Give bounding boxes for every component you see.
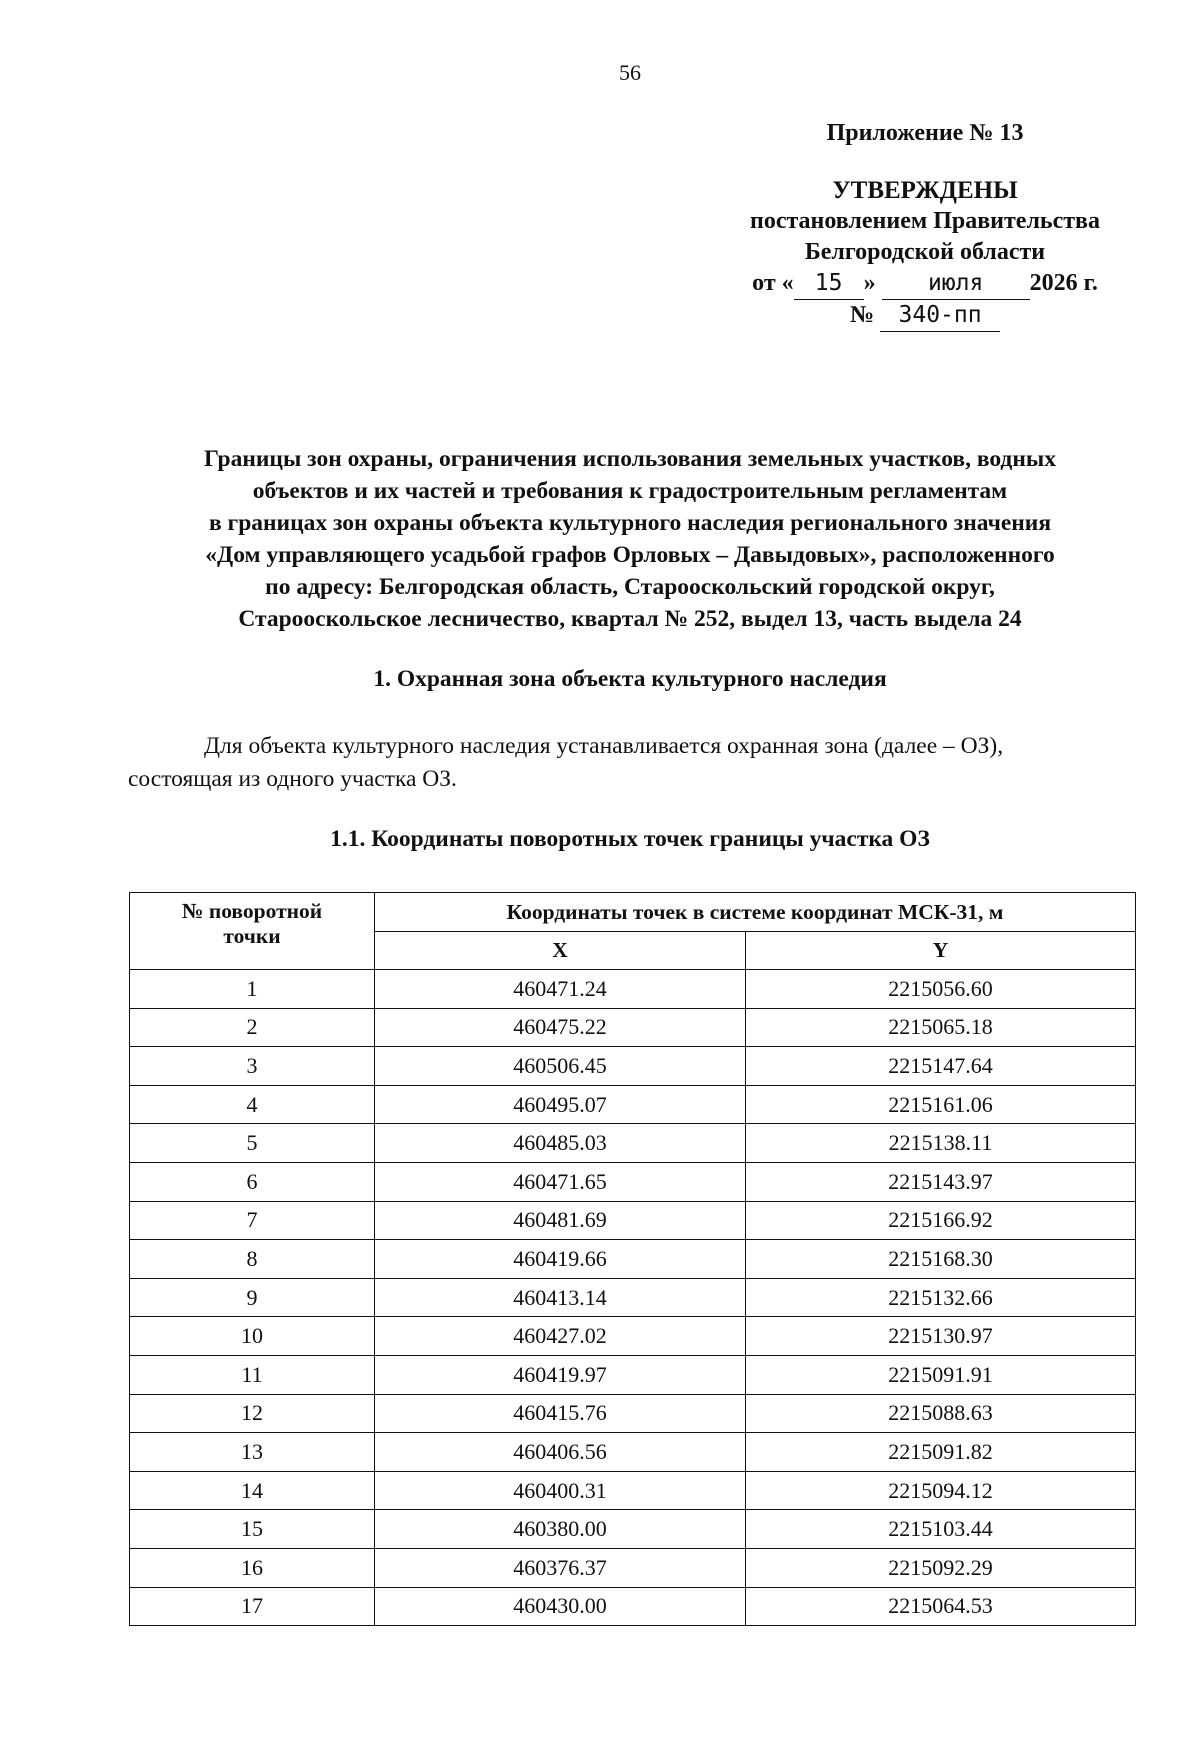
appendix-block — [690, 118, 1160, 332]
x-coordinate-cell: 460471.24 — [375, 970, 746, 1009]
header-x: X — [375, 932, 746, 970]
table-row — [130, 1278, 1136, 1317]
section-heading: 1. Охранная зона объекта культурного наследия — [373, 666, 887, 692]
decree-line-1: постановлением Правительства — [749, 208, 1100, 234]
x-coordinate-cell: 460415.76 — [375, 1394, 746, 1433]
table-row — [130, 1124, 1136, 1163]
date-month: июля — [882, 268, 1030, 300]
point-number-cell: 17 — [130, 1587, 375, 1626]
date-prefix: от « — [752, 270, 794, 296]
y-coordinate-cell: 2215132.66 — [746, 1278, 1136, 1317]
point-number-cell: 14 — [130, 1471, 375, 1510]
table-row — [130, 1047, 1136, 1086]
y-coordinate-cell: 2215094.12 — [746, 1471, 1136, 1510]
y-coordinate-cell: 2215103.44 — [746, 1510, 1136, 1549]
point-number-cell: 4 — [130, 1085, 375, 1124]
x-coordinate-cell: 460380.00 — [375, 1510, 746, 1549]
y-coordinate-cell: 2215143.97 — [746, 1162, 1136, 1201]
x-coordinate-cell: 460376.37 — [375, 1548, 746, 1587]
table-row — [130, 1587, 1136, 1626]
x-coordinate-cell: 460427.02 — [375, 1317, 746, 1356]
table-row — [130, 1433, 1136, 1472]
title-line: в границах зон охраны объекта культурного наследия регионального значения — [208, 510, 1052, 536]
appendix-title: Приложение № 13 — [826, 120, 1024, 146]
x-coordinate-cell: 460495.07 — [375, 1085, 746, 1124]
point-number-cell: 13 — [130, 1433, 375, 1472]
table-row — [130, 1394, 1136, 1433]
table-header-row — [130, 893, 1136, 932]
x-coordinate-cell: 460475.22 — [375, 1008, 746, 1047]
x-coordinate-cell: 460485.03 — [375, 1124, 746, 1163]
date-day: 15 — [794, 268, 864, 300]
number-prefix: № — [849, 302, 875, 328]
x-coordinate-cell: 460481.69 — [375, 1201, 746, 1240]
page-number: 56 — [619, 60, 641, 85]
table-body — [130, 970, 1136, 1626]
x-coordinate-cell: 460406.56 — [375, 1433, 746, 1472]
paragraph-line: состоящая из одного участка ОЗ. — [128, 766, 457, 792]
point-number-cell: 6 — [130, 1162, 375, 1201]
coordinates-table — [129, 892, 1136, 1626]
title-line: Старооскольское лесничество, квартал № 252, выдел 13, часть выдела 24 — [238, 606, 1022, 632]
y-coordinate-cell: 2215161.06 — [746, 1085, 1136, 1124]
y-coordinate-cell: 2215147.64 — [746, 1047, 1136, 1086]
y-coordinate-cell: 2215064.53 — [746, 1587, 1136, 1626]
header-coordinate-system: Координаты точек в системе координат МСК-31, м — [375, 893, 1136, 932]
section-paragraph — [128, 730, 1138, 796]
point-number-cell: 12 — [130, 1394, 375, 1433]
y-coordinate-cell: 2215092.29 — [746, 1548, 1136, 1587]
x-coordinate-cell: 460419.66 — [375, 1240, 746, 1279]
x-coordinate-cell: 460400.31 — [375, 1471, 746, 1510]
y-coordinate-cell: 2215168.30 — [746, 1240, 1136, 1279]
decree-number — [690, 300, 1160, 332]
point-number-cell: 2 — [130, 1008, 375, 1047]
paragraph-line: Для объекта культурного наследия устанавливается охранная зона (далее – ОЗ), — [204, 733, 1004, 759]
y-coordinate-cell: 2215130.97 — [746, 1317, 1136, 1356]
subsection-heading: 1.1. Координаты поворотных точек границы участка ОЗ — [330, 826, 930, 852]
table-row — [130, 1201, 1136, 1240]
point-number-cell: 8 — [130, 1240, 375, 1279]
table-row — [130, 1317, 1136, 1356]
x-coordinate-cell: 460413.14 — [375, 1278, 746, 1317]
x-coordinate-cell: 460471.65 — [375, 1162, 746, 1201]
point-number-cell: 9 — [130, 1278, 375, 1317]
y-coordinate-cell: 2215091.82 — [746, 1433, 1136, 1472]
decree-date — [690, 268, 1160, 300]
header-y: Y — [746, 932, 1136, 970]
table-row — [130, 1240, 1136, 1279]
point-number-cell: 15 — [130, 1510, 375, 1549]
y-coordinate-cell: 2215138.11 — [746, 1124, 1136, 1163]
point-number-cell: 10 — [130, 1317, 375, 1356]
x-coordinate-cell: 460506.45 — [375, 1047, 746, 1086]
header-point-line2: точки — [223, 924, 281, 948]
table-row — [130, 970, 1136, 1009]
decree-line-2: Белгородской области — [804, 239, 1046, 265]
y-coordinate-cell: 2215056.60 — [746, 970, 1136, 1009]
table-row — [130, 1471, 1136, 1510]
point-number-cell: 11 — [130, 1355, 375, 1394]
y-coordinate-cell: 2215166.92 — [746, 1201, 1136, 1240]
date-mid: » — [863, 270, 876, 296]
title-line: Границы зон охраны, ограничения использования земельных участков, водных — [204, 446, 1056, 472]
point-number-cell: 5 — [130, 1124, 375, 1163]
table-row — [130, 1355, 1136, 1394]
date-year: 2026 г. — [1029, 270, 1098, 296]
y-coordinate-cell: 2215065.18 — [746, 1008, 1136, 1047]
point-number-cell: 1 — [130, 970, 375, 1009]
point-number-cell: 7 — [130, 1201, 375, 1240]
point-number-cell: 3 — [130, 1047, 375, 1086]
x-coordinate-cell: 460419.97 — [375, 1355, 746, 1394]
table-row — [130, 1510, 1136, 1549]
y-coordinate-cell: 2215088.63 — [746, 1394, 1136, 1433]
table-row — [130, 1162, 1136, 1201]
document-title — [120, 443, 1140, 635]
title-line: «Дом управляющего усадьбой графов Орловых – Давыдовых», расположенного — [205, 542, 1055, 568]
table-row — [130, 1008, 1136, 1047]
table-row — [130, 1548, 1136, 1587]
number-value: 340-пп — [880, 300, 1000, 332]
header-point-number — [130, 893, 375, 970]
table-row — [130, 1085, 1136, 1124]
y-coordinate-cell: 2215091.91 — [746, 1355, 1136, 1394]
x-coordinate-cell: 460430.00 — [375, 1587, 746, 1626]
title-line: объектов и их частей и требования к градостроительным регламентам — [252, 478, 1008, 504]
approved-title: УТВЕРЖДЕНЫ — [832, 177, 1018, 204]
point-number-cell: 16 — [130, 1548, 375, 1587]
title-line: по адресу: Белгородская область, Старооскольский городской округ, — [265, 574, 995, 600]
header-point-line1: № поворотной — [181, 899, 323, 923]
